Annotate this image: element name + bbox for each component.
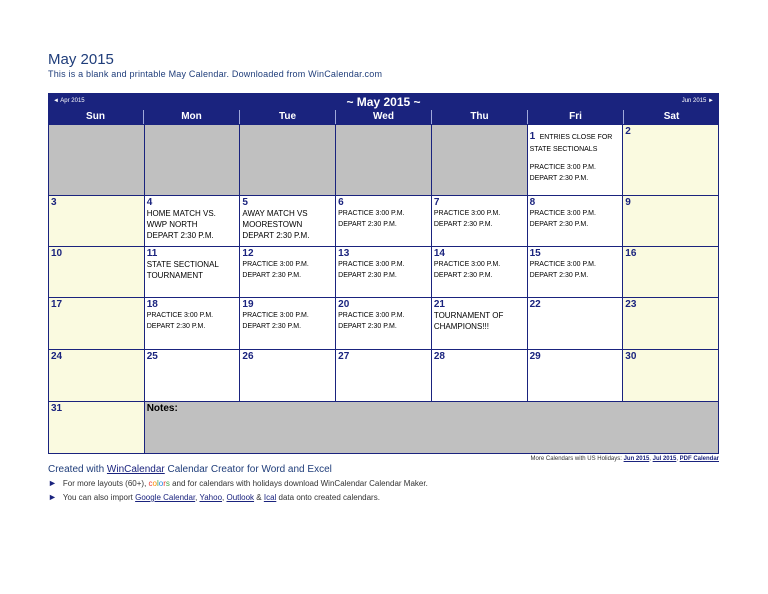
colors-letter: c [148,479,153,488]
day-number: 8 [529,197,536,208]
day-cell-8[interactable] [528,196,624,247]
day-number: 13 [338,248,350,259]
more-calendars-prefix: More Calendars with US Holidays: [530,456,624,462]
day-number: 29 [529,351,541,362]
day-event: AWAY MATCH VS MOORESTOWN DEPART 2:30 P.M. [242,209,310,240]
day-number: 20 [338,299,350,310]
day-number: 10 [51,248,63,259]
notes-label: Notes: [146,403,178,414]
day-cell-11[interactable] [145,247,241,298]
day-number: 5 [242,197,248,208]
day-number: 16 [625,248,637,259]
day-number: 12 [242,248,254,259]
calendar-grid [48,124,719,454]
day-number: 2 [625,126,631,137]
next-month-link[interactable]: Jun 2015 ► [681,98,714,104]
colors-letter: o [152,479,157,488]
weekday-wed: Wed [336,110,432,124]
day-cell-27[interactable] [336,350,432,402]
empty-day-cell [432,125,528,196]
day-event: PRACTICE 3:00 P.M. DEPART 2:30 P.M. [338,312,405,330]
day-cell-5[interactable] [240,196,336,247]
pdf-calendar-link[interactable]: PDF Calendar [679,456,719,462]
day-cell-26[interactable] [240,350,336,402]
day-number: 6 [338,197,344,208]
calendar [48,93,719,454]
page-subtitle: This is a blank and printable May Calendar. Downloaded from WinCalendar.com [48,69,383,79]
weekday-sun: Sun [48,110,144,124]
day-cell-21[interactable] [432,298,528,350]
page-title: May 2015 [48,51,114,68]
day-number: 3 [51,197,57,208]
day-number: 1 [529,131,536,142]
day-event: ENTRIES CLOSE FOR [539,134,613,141]
day-cell-31[interactable] [49,402,145,454]
empty-day-cell [336,125,432,196]
bullet-1-prefix: For more layouts (60+), [62,479,149,488]
day-event: PRACTICE 3:00 P.M. DEPART 2:30 P.M. [529,210,596,228]
day-event: STATE SECTIONALS [529,146,598,153]
separator: , [676,456,680,462]
calendar-nav-bar [48,93,719,110]
day-event: TOURNAMENT OF CHAMPIONS!!! [433,311,504,331]
day-number: 30 [625,351,637,362]
colors-letter: l [156,479,159,488]
more-calendars-line [531,456,719,462]
day-number: 24 [51,351,63,362]
day-number: 15 [529,248,541,259]
day-cell-3[interactable] [49,196,145,247]
day-event: HOME MATCH VS. WWP NORTH DEPART 2:30 P.M. [146,209,216,240]
colors-letter: r [163,479,166,488]
day-cell-4[interactable] [145,196,241,247]
day-cell-2[interactable] [623,125,719,196]
created-with-line [48,464,332,475]
day-cell-10[interactable] [49,247,145,298]
day-cell-18[interactable] [145,298,241,350]
day-cell-30[interactable] [623,350,719,402]
day-number: 23 [625,299,637,310]
footer-bullet-1 [48,478,428,488]
wincalendar-link[interactable]: WinCalendar [106,464,165,475]
calendar-month-title: ~ May 2015 ~ [346,95,421,109]
weekday-thu: Thu [432,110,528,124]
day-number: 27 [338,351,350,362]
day-event: DEPART 2:30 P.M. [529,175,589,182]
day-number: 26 [242,351,254,362]
day-event: PRACTICE 3:00 P.M. [529,164,596,171]
day-event: STATE SECTIONAL TOURNAMENT [146,260,219,280]
day-event: PRACTICE 3:00 P.M. DEPART 2:30 P.M. [529,261,596,279]
day-number: 4 [146,197,153,208]
weekday-header [48,110,719,124]
day-cell-16[interactable] [623,247,719,298]
day-event: PRACTICE 3:00 P.M. DEPART 2:30 P.M. [338,261,405,279]
weekday-sat: Sat [663,111,680,122]
arrow-right-icon: ► [48,478,57,488]
day-number: 25 [146,351,158,362]
separator: , [649,456,653,462]
day-number: 11 [146,248,158,259]
day-cell-9[interactable] [623,196,719,247]
day-cell-19[interactable] [240,298,336,350]
day-cell-20[interactable] [336,298,432,350]
separator: , [222,493,227,502]
day-cell-28[interactable] [432,350,528,402]
colors-letter: s [165,479,170,488]
day-number: 14 [433,248,445,259]
day-event: PRACTICE 3:00 P.M. DEPART 2:30 P.M. [146,312,214,330]
day-cell-6[interactable] [336,196,432,247]
day-cell-7[interactable] [432,196,528,247]
day-cell-25[interactable] [145,350,241,402]
day-number: 21 [433,299,445,310]
empty-day-cell [240,125,336,196]
day-cell-1[interactable] [528,125,624,196]
day-number: 18 [146,299,158,310]
day-number: 31 [51,403,63,414]
day-cell-22[interactable] [528,298,624,350]
ical-link[interactable]: Ical [263,493,277,502]
day-event: PRACTICE 3:00 P.M. DEPART 2:30 P.M. [242,312,309,330]
day-event: PRACTICE 3:00 P.M. DEPART 2:30 P.M. [338,210,405,228]
bullet-2-suffix: data onto created calendars. [276,493,380,502]
day-cell-29[interactable] [528,350,624,402]
bullet-2-prefix: You can also import [62,493,136,502]
day-cell-17[interactable] [49,298,145,350]
outlook-link[interactable]: Outlook [226,493,255,502]
colors-letter: o [158,479,164,488]
empty-day-cell [49,125,145,196]
day-cell-14[interactable] [432,247,528,298]
weekday-mon: Mon [144,110,240,124]
day-number: 7 [433,197,440,208]
arrow-right-icon: ► [48,492,57,502]
empty-day-cell [145,125,241,196]
prev-month-link[interactable]: ◄ Apr 2015 [53,98,85,104]
day-number: 22 [529,299,541,310]
day-number: 19 [242,299,254,310]
day-cell-24[interactable] [49,350,145,402]
day-cell-15[interactable] [528,247,624,298]
day-number: 9 [625,197,631,208]
notes-area[interactable] [145,402,719,454]
weekday-fri: Fri [528,110,624,124]
day-event: PRACTICE 3:00 P.M. DEPART 2:30 P.M. [242,261,309,279]
yahoo-link[interactable]: Yahoo [199,493,223,502]
day-cell-12[interactable] [240,247,336,298]
jul-2015-link[interactable]: Jul 2015 [652,456,677,462]
created-prefix: Created with [48,464,107,475]
day-cell-23[interactable] [623,298,719,350]
jun-2015-link[interactable]: Jun 2015 [623,456,650,462]
day-cell-13[interactable] [336,247,432,298]
weekday-tue: Tue [240,110,336,124]
created-suffix: Calendar Creator for Word and Excel [164,464,332,475]
bullet-1-suffix: and for calendars with holidays download WinCalendar Calendar Maker. [169,479,428,488]
day-event: PRACTICE 3:00 P.M. DEPART 2:30 P.M. [433,210,501,228]
separator: , [195,493,200,502]
day-number: 17 [51,299,63,310]
footer-bullet-2 [48,492,380,502]
day-event: PRACTICE 3:00 P.M. DEPART 2:30 P.M. [433,261,501,279]
day-number: 28 [433,351,445,362]
google-calendar-link[interactable]: Google Calendar [135,493,196,502]
separator: & [254,493,264,502]
